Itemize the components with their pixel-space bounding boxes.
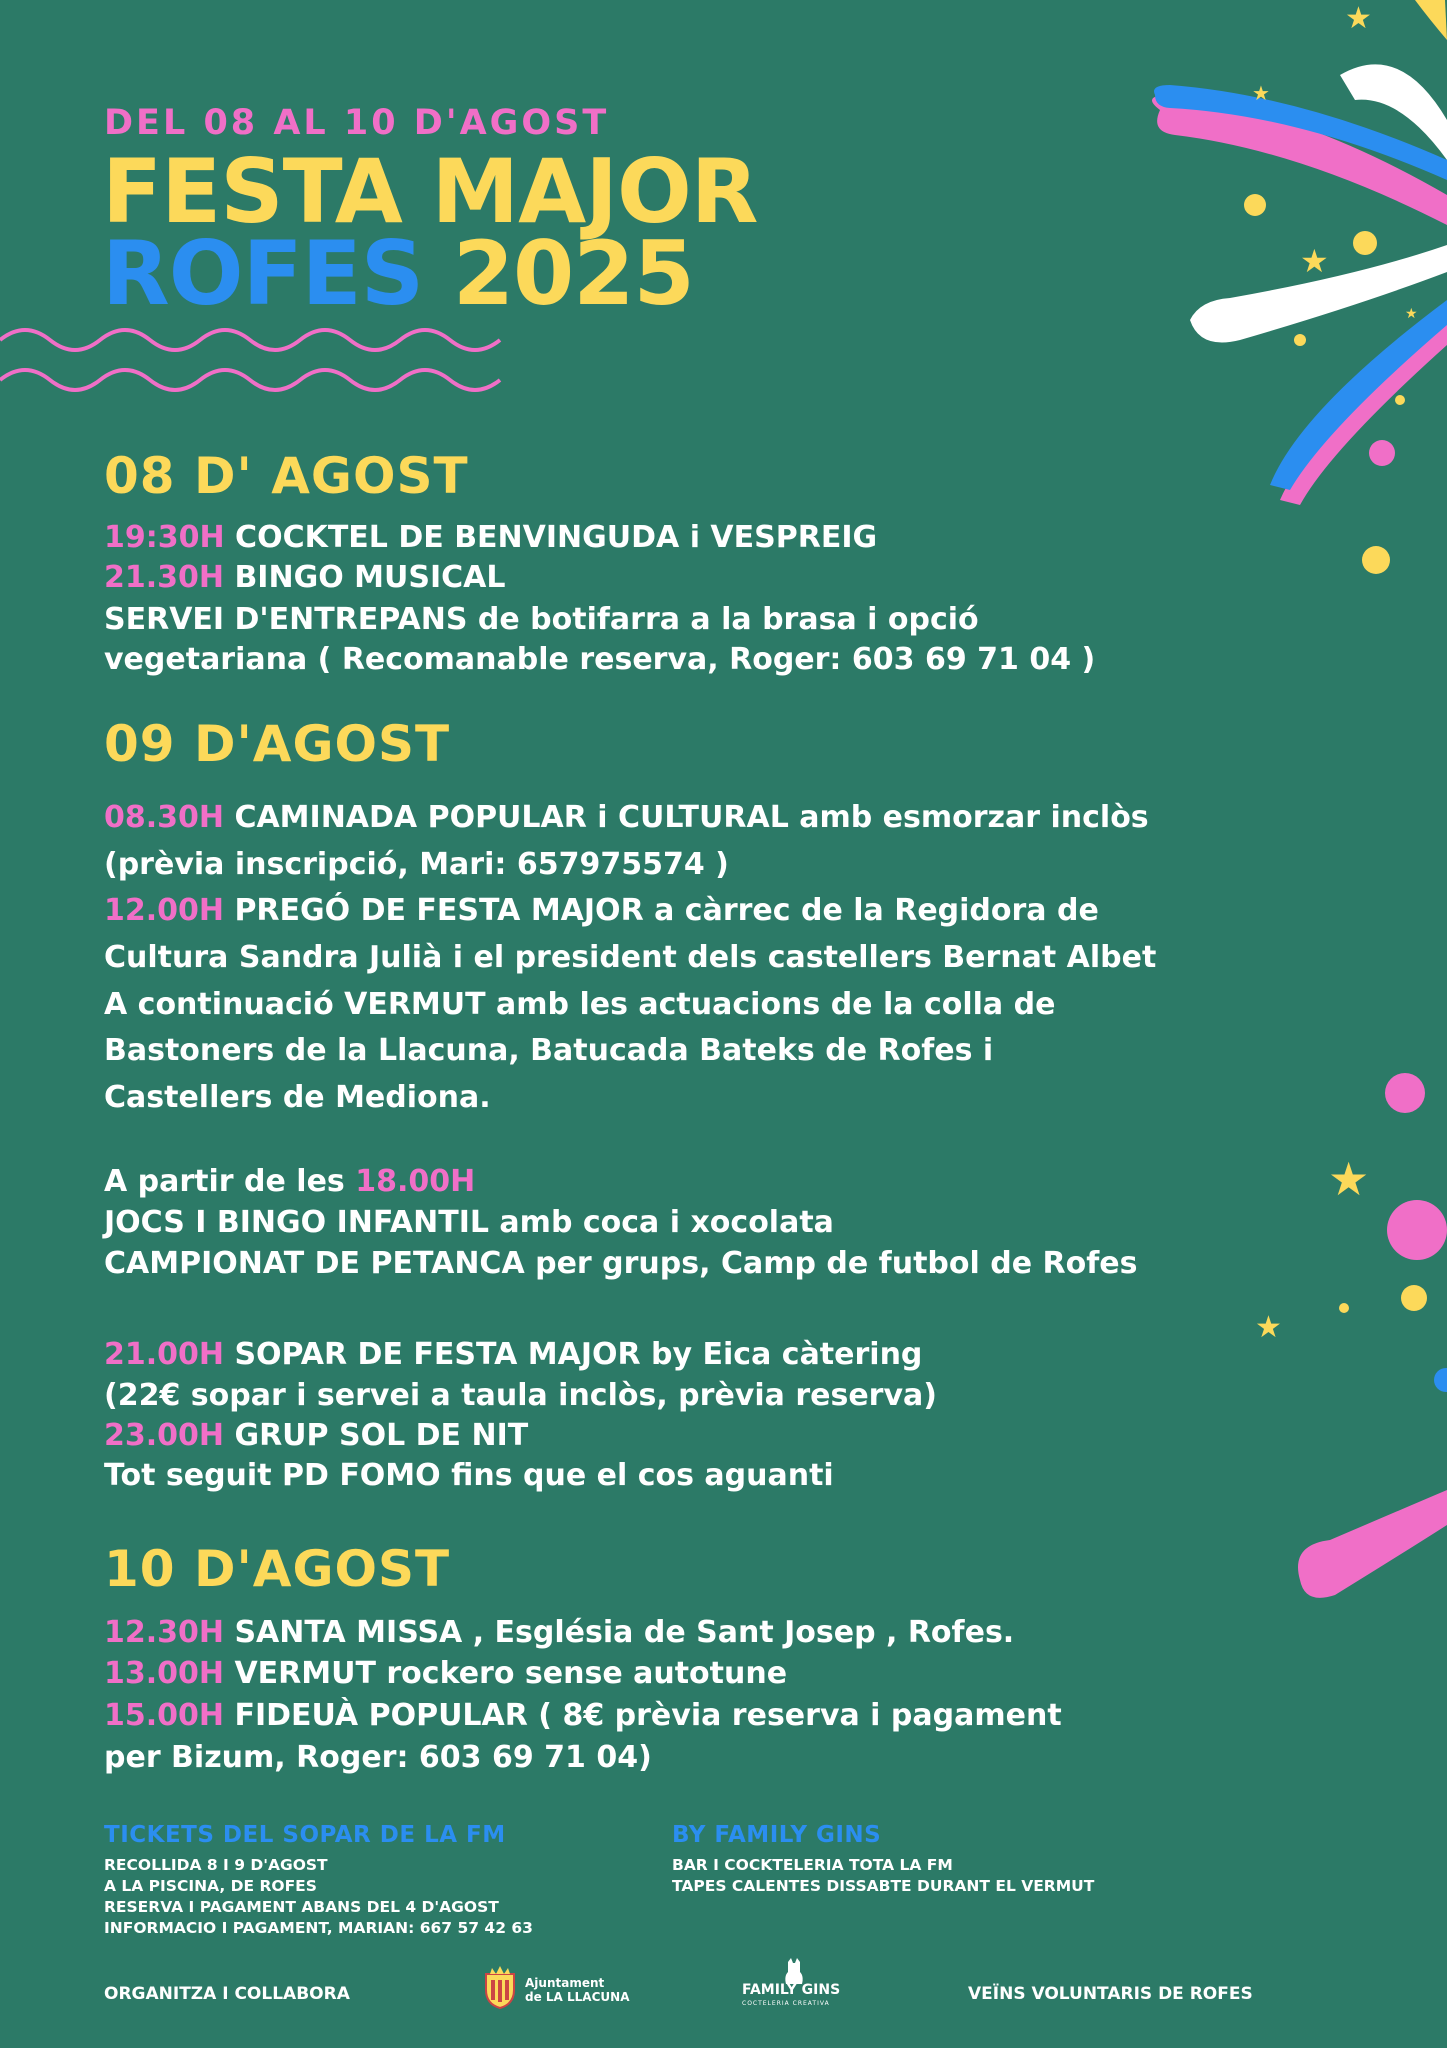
day3-line4: per Bizum, Roger: 603 69 71 04) [104, 1740, 652, 1775]
day2-line4: Cultura Sandra Julià i el president dels castellers Bernat Albet [104, 940, 1157, 975]
svg-text:★: ★ [1345, 1, 1372, 36]
family-gins-heading: BY FAMILY GINS [672, 1822, 882, 1848]
svg-text:★: ★ [1405, 306, 1418, 322]
time: 18.00H [355, 1164, 476, 1199]
event-text: GRUP SOL DE NIT [224, 1418, 529, 1453]
day2-line8 [104, 1164, 475, 1199]
time: 12.00H [104, 893, 224, 928]
day2-line1 [104, 800, 1149, 835]
family-gins-logo-text: FAMILY GINS [742, 1982, 841, 1998]
day3-line2 [104, 1656, 787, 1691]
event-text: SOPAR DE FESTA MAJOR by Eica càtering [224, 1337, 923, 1372]
event-text: PREGÓ DE FESTA MAJOR a càrrec de la Regidora de [224, 893, 1099, 928]
event-text: VERMUT rockero sense autotune [224, 1656, 788, 1691]
title-year: 2025 [452, 222, 694, 325]
time: 21.30H [104, 560, 224, 595]
event-text: BINGO MUSICAL [224, 560, 506, 595]
organitza-label: ORGANITZA I COLLABORA [104, 1984, 350, 2004]
family-gins-logo-sub: COCTELERIA CREATIVA [742, 2000, 830, 2007]
tickets-line: INFORMACIO I PAGAMENT, MARIAN: 667 57 42 63 [104, 1919, 533, 1937]
day2-line11 [104, 1337, 922, 1372]
svg-text:★: ★ [1255, 1310, 1282, 1345]
day1-line1 [104, 520, 877, 555]
family-gins-line: TAPES CALENTES DISSABTE DURANT EL VERMUT [672, 1877, 1095, 1895]
family-gins-line: BAR I COCKTELERIA TOTA LA FM [672, 1856, 953, 1874]
day2-line12: (22€ sopar i servei a taula inclòs, prèvia reserva) [104, 1378, 937, 1413]
day2-line3 [104, 893, 1099, 928]
day3-heading: 10 D'AGOST [104, 1540, 451, 1598]
svg-text:★: ★ [1252, 81, 1270, 105]
title-rofes-2025 [102, 222, 694, 325]
day2-line5: A continuació VERMUT amb les actuacions de la colla de [104, 987, 1056, 1022]
time: 23.00H [104, 1418, 224, 1453]
time: 21.00H [104, 1337, 224, 1372]
veins-voluntaris-label: VEÏNS VOLUNTARIS DE ROFES [968, 1984, 1253, 2004]
tickets-heading: TICKETS DEL SOPAR DE LA FM [104, 1822, 506, 1848]
time: 13.00H [104, 1656, 224, 1691]
day2-line7: Castellers de Mediona. [104, 1080, 491, 1115]
day2-line2: (prèvia inscripció, Mari: 657975574 ) [104, 847, 729, 882]
title-rofes: ROFES [102, 222, 424, 325]
svg-text:★: ★ [1300, 242, 1329, 280]
event-text: SANTA MISSA , Església de Sant Josep , Rofes. [224, 1615, 1015, 1650]
day2-line6: Bastoners de la Llacuna, Batucada Bateks de Rofes i [104, 1033, 994, 1068]
day3-line1 [104, 1615, 1014, 1650]
day2-line14: Tot seguit PD FOMO fins que el cos aguanti [104, 1458, 834, 1493]
event-text: A partir de les [104, 1164, 356, 1199]
day2-line10: CAMPIONAT DE PETANCA per grups, Camp de futbol de Rofes [104, 1246, 1138, 1281]
day1-heading: 08 D' AGOST [104, 447, 469, 505]
event-text: CAMINADA POPULAR i CULTURAL amb esmorzar inclòs [224, 800, 1149, 835]
time: 08.30H [104, 800, 224, 835]
time: 15.00H [104, 1698, 224, 1733]
fireworks-decoration [1100, 0, 1447, 1660]
day2-line13 [104, 1418, 528, 1453]
ajuntament-logo-text [525, 1976, 629, 2004]
day2-line9: JOCS I BINGO INFANTIL amb coca i xocolata [104, 1205, 834, 1240]
date-range-subtitle: DEL 08 AL 10 D'AGOST [104, 103, 610, 143]
ajuntament-line1: Ajuntament [525, 1976, 605, 1990]
day1-line4: vegetariana ( Recomanable reserva, Roger: 603 69 71 04 ) [104, 642, 1096, 677]
tickets-line: RESERVA I PAGAMENT ABANS DEL 4 D'AGOST [104, 1898, 499, 1916]
time: 19:30H [104, 520, 225, 555]
tickets-line: RECOLLIDA 8 I 9 D'AGOST [104, 1856, 328, 1874]
title-festa-major: FESTA MAJOR [102, 140, 758, 243]
pink-wave-decoration [0, 318, 520, 408]
time: 12.30H [104, 1615, 224, 1650]
tickets-line: A LA PISCINA, DE ROFES [104, 1877, 317, 1895]
cat-icon [782, 1958, 806, 1984]
event-text: FIDEUÀ POPULAR ( 8€ prèvia reserva i pagament [224, 1698, 1062, 1733]
day1-line2 [104, 560, 505, 595]
family-gins-logo [742, 1958, 852, 2010]
day1-line3: SERVEI D'ENTREPANS de botifarra a la brasa i opció [104, 602, 979, 637]
day2-heading: 09 D'AGOST [104, 715, 451, 773]
ajuntament-line2: de LA LLACUNA [525, 1990, 630, 2004]
day3-line3 [104, 1698, 1062, 1733]
svg-text:★: ★ [1328, 1152, 1370, 1206]
event-text: COCKTEL DE BENVINGUDA i VESPREIG [224, 520, 878, 555]
ajuntament-shield-icon [482, 1964, 518, 2010]
